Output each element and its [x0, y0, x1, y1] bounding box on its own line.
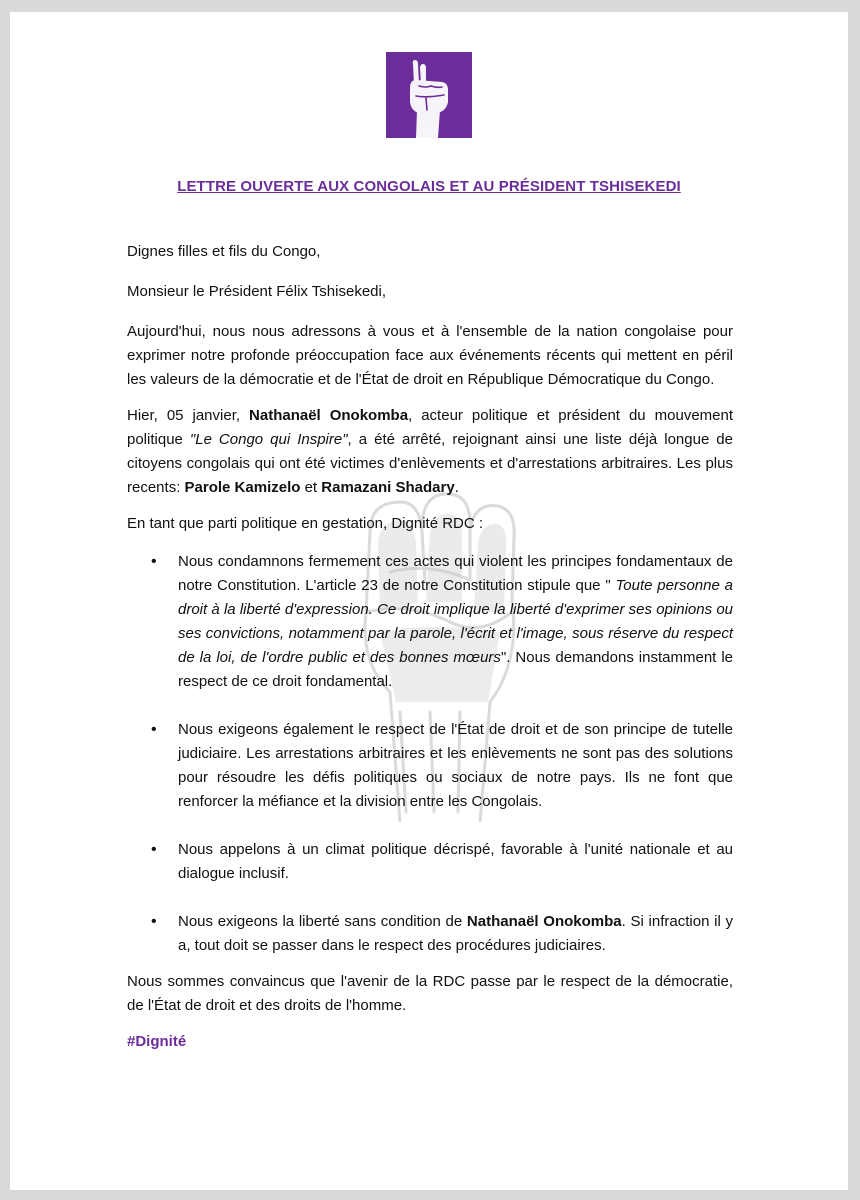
- demand-condemn-text-2: ". Nous demandons instamment le respect de ce droit fondamental.: [178, 649, 733, 690]
- constitution-quote: Toute personne a droit à la liberté d'expression. Ce droit implique la liberté d'exprimer ses opinions ou ses convictions, notamment par la parole, l'écrit et l'image, sous réserve du respect de la loi, de l'ordre public et des bonnes mœurs: [178, 577, 733, 666]
- demand-item-release: [127, 910, 733, 958]
- arrested-person-name: Nathanaël Onokomba: [249, 407, 409, 424]
- demand-release-text-1: Nous exigeons la liberté sans condition de: [178, 913, 467, 930]
- victim-name-1: Parole Kamizelo: [184, 479, 301, 496]
- dignite-logo: [386, 52, 472, 138]
- paragraph-arrest-text-5: .: [454, 479, 459, 496]
- demand-release-text-2: . Si infraction il y a, tout doit se passer dans le respect des procédures judiciaires.: [178, 913, 733, 954]
- paragraph-arrest-text-1: Hier, 05 janvier,: [127, 407, 250, 424]
- victim-name-2: Ramazani Shadary: [321, 479, 455, 496]
- demand-condemn-text-1: Nous condamnons fermement ces actes qui violent les principes fondamentaux de notre Constitution. L'article 23 de notre Constitution stipule que ": [178, 553, 733, 594]
- paragraph-arrest-text-3: , a été arrêté, rejoignant ainsi une liste déjà longue de citoyens congolais qui ont été victimes d'enlèvements et d'arrestations arbitraires. Les plus recents:: [127, 431, 733, 496]
- hashtag[interactable]: #Dignité: [127, 1033, 187, 1050]
- release-person-name: Nathanaël Onokomba: [466, 913, 622, 930]
- document-page: [10, 12, 848, 1190]
- closing-statement: Nous sommes convaincus que l'avenir de la RDC passe par le respect de la démocratie, de l'État de droit et des droits de l'homme.: [127, 973, 733, 1014]
- paragraph-concern: Aujourd'hui, nous nous adressons à vous et à l'ensemble de la nation congolaise pour exprimer notre profonde préoccupation face aux événements récents qui mettent en péril les valeurs de la démocratie et de l'État de droit en République Démocratique du Congo.: [127, 323, 733, 388]
- demands-list: [127, 550, 733, 958]
- party-intro: En tant que parti politique en gestation, Dignité RDC :: [127, 515, 484, 532]
- paragraph-arrest-text-2: , acteur politique et président du mouvement politique: [127, 407, 734, 448]
- movement-name: "Le Congo qui Inspire": [189, 431, 348, 448]
- demand-item-political-climate: • Nous appelons à un climat politique décrispé, favorable à l'unité nationale et au dialogue inclusif.: [127, 838, 733, 886]
- salutation-citizens: Dignes filles et fils du Congo,: [127, 243, 321, 260]
- letter-body: [127, 240, 733, 1066]
- letter-title: LETTRE OUVERTE AUX CONGOLAIS ET AU PRÉSIDENT TSHISEKEDI: [177, 178, 681, 195]
- demand-item-rule-of-law: • Nous exigeons également le respect de l'État de droit et de son principe de tutelle judiciaire. Les arrestations arbitraires et les enlèvements ne sont pas des solutions pour résoudre les défis politiques ou sociaux de notre pays. Ils ne font que renforcer la méfiance et la division entre les Congolais.: [127, 718, 733, 814]
- salutation-president: Monsieur le Président Félix Tshisekedi,: [127, 283, 387, 300]
- paragraph-arrest-text-4: et: [300, 479, 322, 496]
- paragraph-arrest: [127, 404, 733, 500]
- demand-item-condemn: [127, 550, 733, 694]
- raised-fist-icon: [386, 52, 472, 138]
